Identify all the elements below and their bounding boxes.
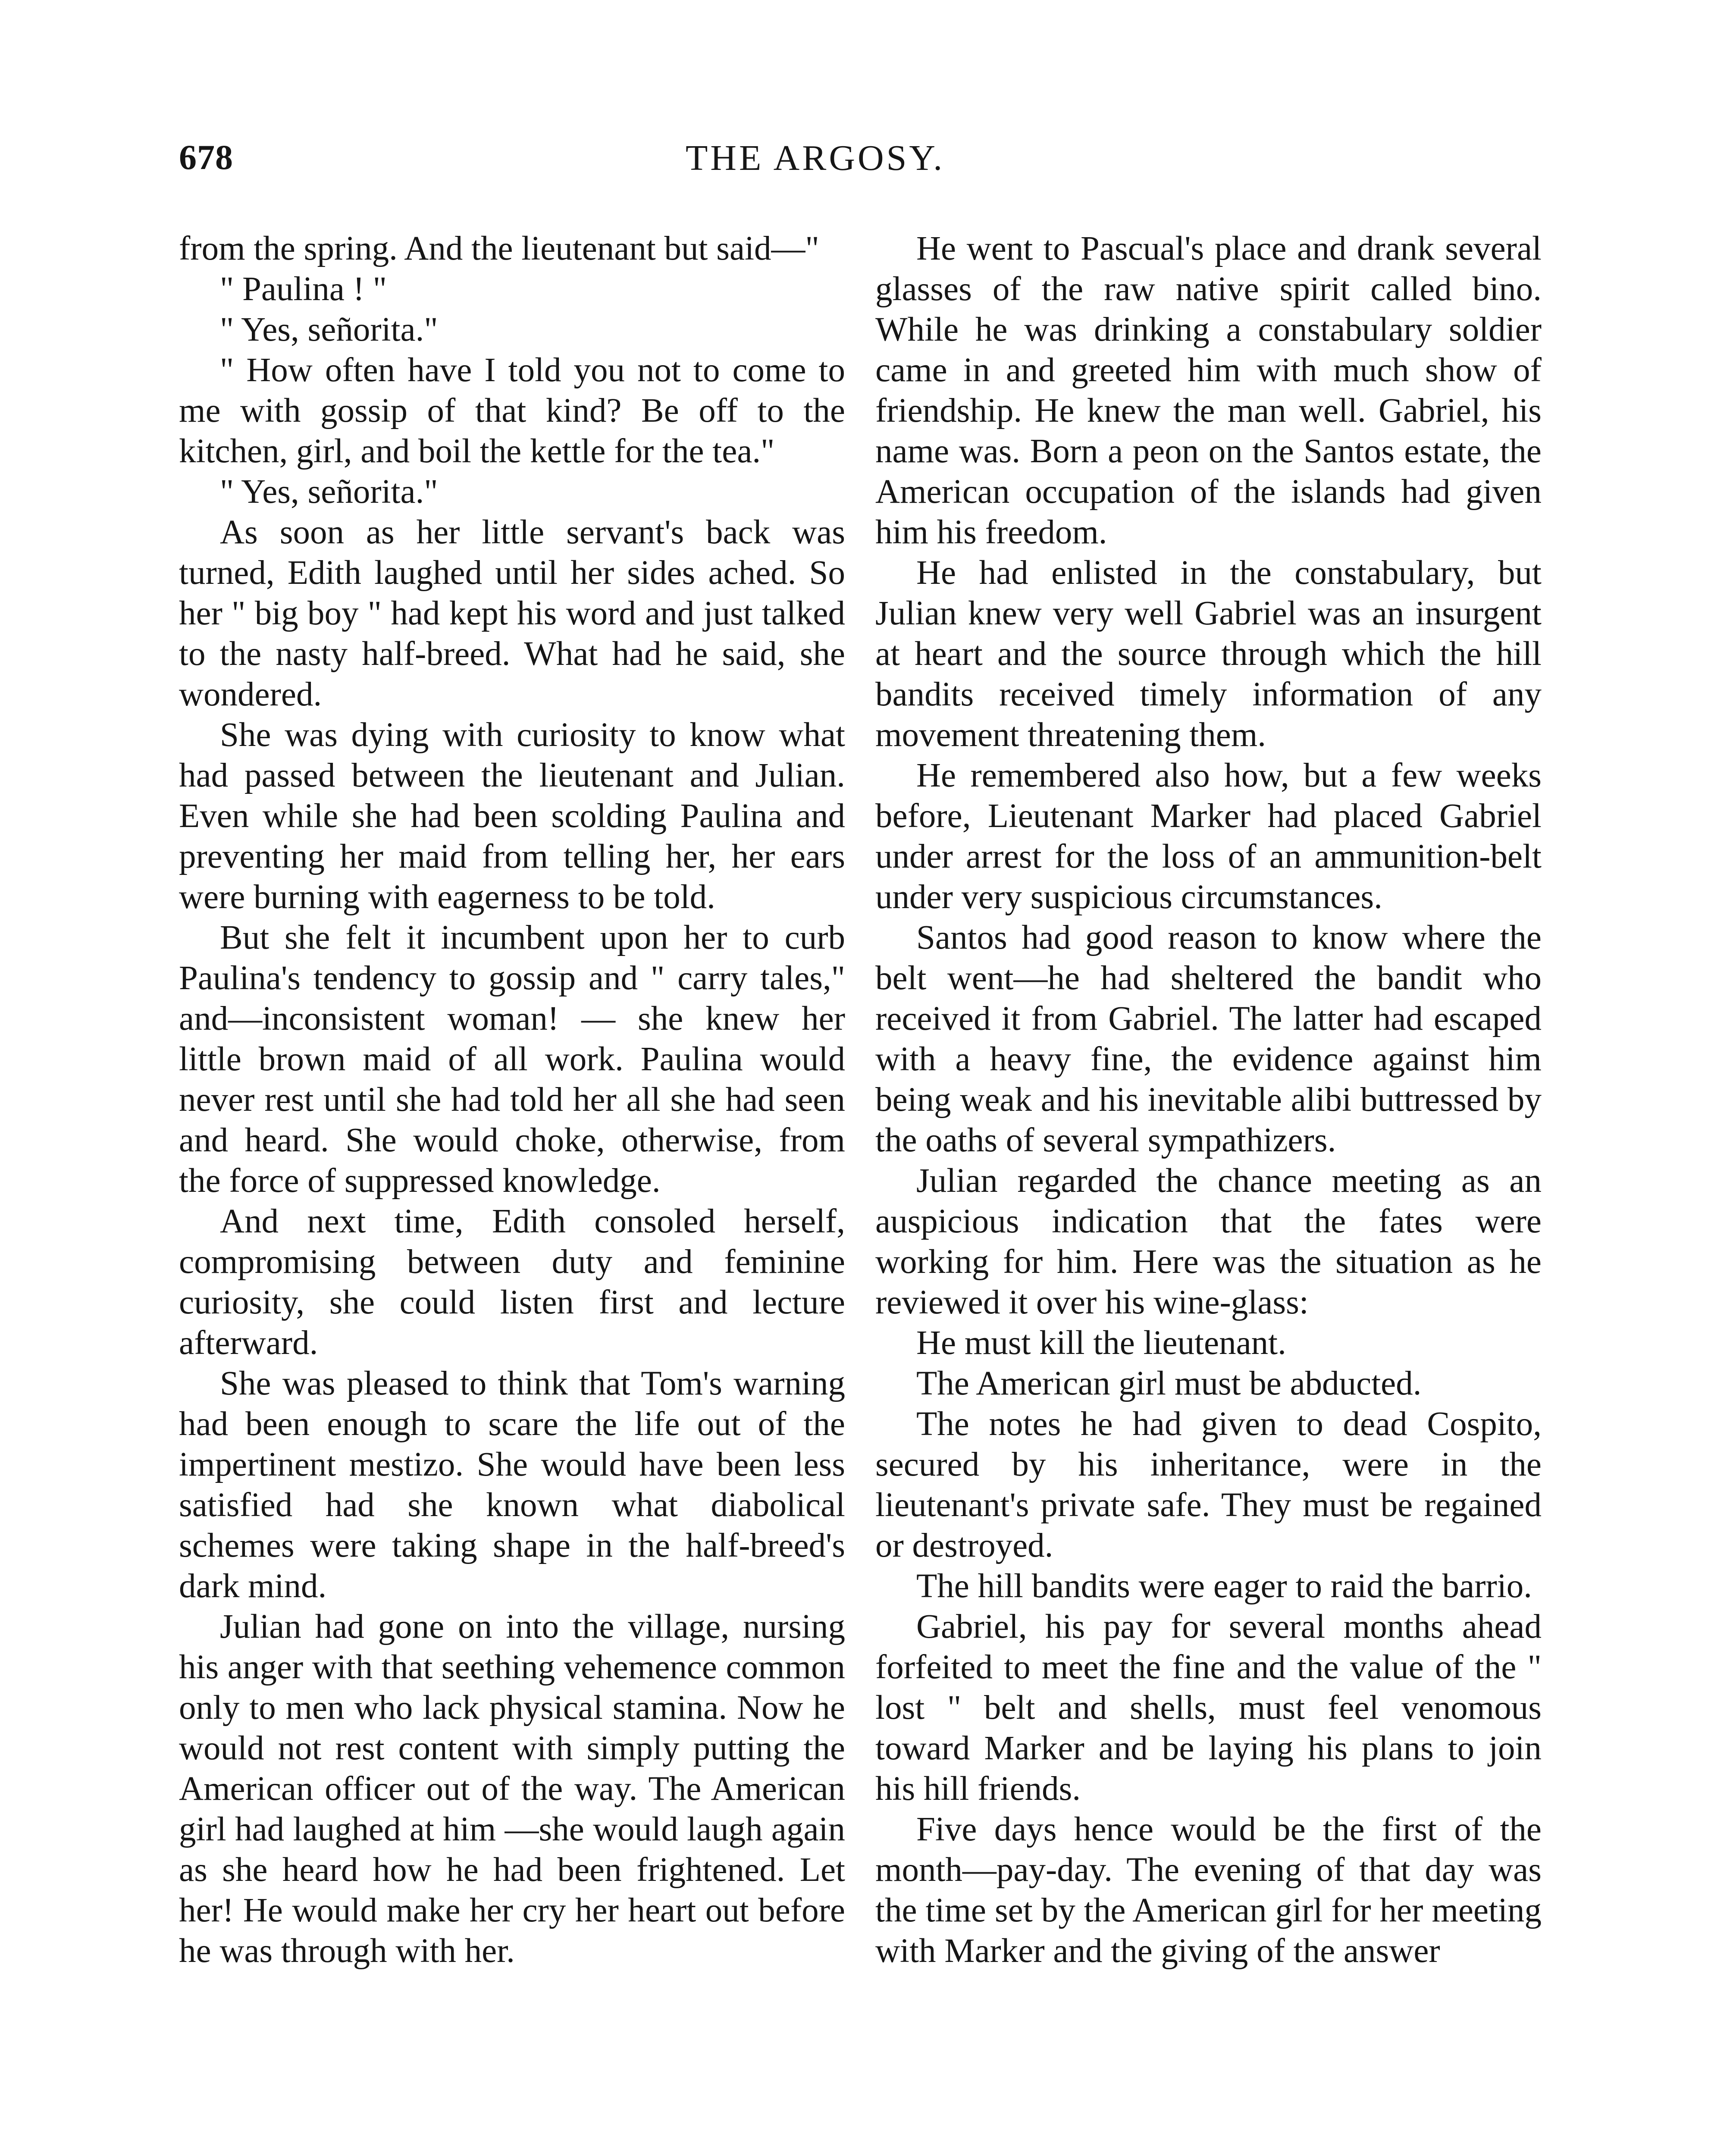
running-head: THE ARGOSY. — [686, 138, 945, 178]
paragraph: As soon as her little servant's back was turned, Edith laughed until her sides ached. So her " big boy " had kept his word and just talked to the nasty half-breed. What had he said, she wondered. — [179, 514, 845, 713]
paragraph: She was pleased to think that Tom's warning had been enough to scare the life out of the impertinent mestizo. She would have been less satisfied had she known what diabolical schemes were taking shape in the half-breed's dark mind. — [179, 1365, 845, 1605]
paragraph: " Yes, señorita." — [220, 473, 438, 511]
paragraph: And next time, Edith consoled herself, compromising between duty and feminine curiosity, she could listen first and lecture afterward. — [179, 1203, 845, 1362]
paragraph: " How often have I told you not to come to me with gossip of that kind? Be off to the kitchen, girl, and boil the kettle for the tea." — [179, 351, 845, 470]
paragraph: Julian had gone on into the village, nursing his anger with that seething vehemence common only to men who lack physical stamina. Now he would not rest content with simply putting the American officer out of the way. The American girl had laughed at him —she would laugh again as she heard how he had been frightened. Let her! He would make her cry her heart out before he was through with her. — [179, 1608, 845, 1970]
paragraph: Julian regarded the chance meeting as an auspicious indication that the fates were working for him. Here was the situation as he reviewed it over his wine-glass: — [875, 1162, 1542, 1321]
paragraph: The American girl must be abducted. — [916, 1365, 1422, 1402]
page-number: 678 — [179, 138, 233, 177]
paragraph: But she felt it incumbent upon her to curb Paulina's tendency to gossip and " carry tales," and—inconsistent woman! — she knew her little brown maid of all work. Paulina would never rest until she had told her all she had seen and heard. She would choke, otherwise, from the force of suppressed knowledge. — [179, 919, 845, 1200]
paragraph: He must kill the lieutenant. — [916, 1324, 1286, 1362]
paragraph: He remembered also how, but a few weeks before, Lieutenant Marker had placed Gabriel under arrest for the loss of an ammunition-belt under very suspicious circumstances. — [875, 757, 1542, 916]
left-column — [179, 229, 845, 1971]
paragraph: Five days hence would be the first of the month—pay-day. The evening of that day was the time set by the American girl for her meeting with Marker and the giving of the answer — [875, 1811, 1542, 1970]
paragraph: The hill bandits were eager to raid the barrio. — [916, 1567, 1532, 1605]
paragraph: She was dying with curiosity to know what had passed between the lieutenant and Julian. Even while she had been scolding Paulina and preventing her maid from telling her, her ears were burning with eagerness to be told. — [179, 716, 845, 916]
paragraph: He went to Pascual's place and drank several glasses of the raw native spirit called bino. While he was drinking a constabulary soldier came in and greeted him with much show of friendship. He knew the man well. Gabriel, his name was. Born a peon on the Santos estate, the American occupation of the islands had given him his freedom. — [875, 230, 1542, 551]
paragraph: Santos had good reason to know where the belt went—he had sheltered the bandit who received it from Gabriel. The latter had escaped with a heavy fine, the evidence against him being weak and his inevitable alibi buttressed by the oaths of several sympathizers. — [875, 919, 1542, 1159]
paragraph: The notes he had given to dead Cospito, secured by his inheritance, were in the lieutenant's private safe. They must be regained or destroyed. — [875, 1405, 1542, 1564]
paragraph: from the spring. And the lieutenant but said—" — [179, 230, 819, 267]
paragraph: " Paulina ! " — [220, 270, 387, 308]
paragraph: " Yes, señorita." — [220, 311, 438, 348]
paragraph: He had enlisted in the constabulary, but Julian knew very well Gabriel was an insurgent at heart and the source through which the hill bandits received timely information of any movement threatening them. — [875, 554, 1542, 754]
right-column — [875, 229, 1542, 1971]
paragraph: Gabriel, his pay for several months ahead forfeited to meet the fine and the value of the " lost " belt and shells, must feel venomous toward Marker and be laying his plans to join his hill friends. — [875, 1608, 1542, 1808]
